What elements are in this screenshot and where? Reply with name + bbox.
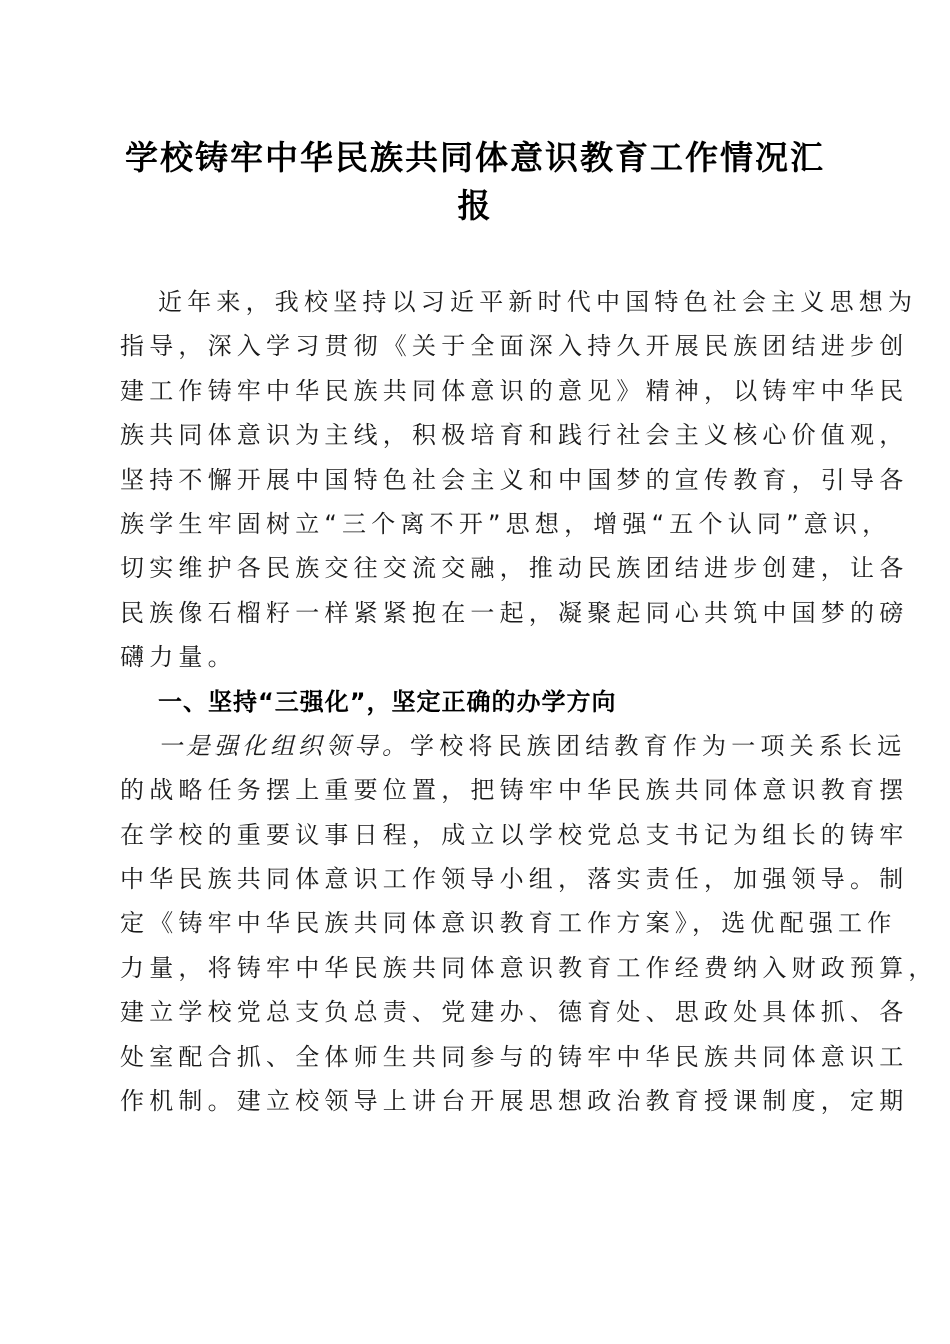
paragraph-line: 坚持不懈开展中国特色社会主义和中国梦的宣传教育，引导各	[120, 465, 909, 494]
document-body	[120, 280, 938, 1123]
paragraph-line: 在学校的重要议事日程，成立以学校党总支书记为组长的铸牢	[120, 820, 909, 849]
paragraph-line: 族共同体意识为主线，积极培育和践行社会主义核心价值观，	[120, 421, 909, 450]
paragraph-line: 族学生牢固树立“三个离不开”思想，增强“五个认同”意识，	[120, 509, 892, 538]
paragraph-line: 民族像石榴籽一样紧紧抱在一起，凝聚起同心共筑中国梦的磅	[120, 598, 909, 627]
paragraph-organization-leadership	[120, 724, 938, 1124]
document-title	[110, 134, 840, 230]
paragraph-line	[120, 724, 907, 768]
paragraph-line: 作机制。建立校领导上讲台开展思想政治教育授课制度，定期	[120, 1087, 909, 1116]
title-line-2: 报	[457, 186, 493, 225]
paragraph-line: 礴力量。	[120, 643, 237, 672]
paragraph-line: 切实维护各民族交往交流交融，推动民族团结进步创建，让各	[120, 554, 909, 583]
paragraph-line: 建立学校党总支负总责、党建办、德育处、思政处具体抓、各	[120, 998, 909, 1027]
paragraph-line: 建工作铸牢中华民族共同体意识的意见》精神，以铸牢中华民	[120, 376, 909, 405]
paragraph-intro	[120, 280, 918, 680]
paragraph-line-rest: 学校将民族团结教育作为一项关系长远	[410, 731, 907, 760]
paragraph-line: 定《铸牢中华民族共同体意识教育工作方案》，选优配强工作	[120, 909, 897, 938]
paragraph-line: 的战略任务摆上重要位置，把铸牢中华民族共同体意识教育摆	[120, 776, 909, 805]
paragraph-line: 指导，深入学习贯彻《关于全面深入持久开展民族团结进步创	[120, 332, 909, 361]
paragraph-line: 处室配合抓、全体师生共同参与的铸牢中华民族共同体意识工	[120, 1042, 909, 1071]
section-heading: 一、坚持“三强化”，坚定正确的办学方向	[158, 687, 617, 716]
paragraph-line: 力量，将铸牢中华民族共同体意识教育工作经费纳入财政预算，	[120, 953, 938, 982]
paragraph-line: 近年来，我校坚持以习近平新时代中国特色社会主义思想为	[158, 288, 918, 316]
paragraph-lead-phrase: 一是强化组织领导。	[158, 731, 410, 760]
title-line-1: 学校铸牢中华民族共同体意识教育工作情况汇	[125, 138, 825, 177]
paragraph-line: 中华民族共同体意识工作领导小组，落实责任，加强领导。制	[120, 865, 909, 894]
